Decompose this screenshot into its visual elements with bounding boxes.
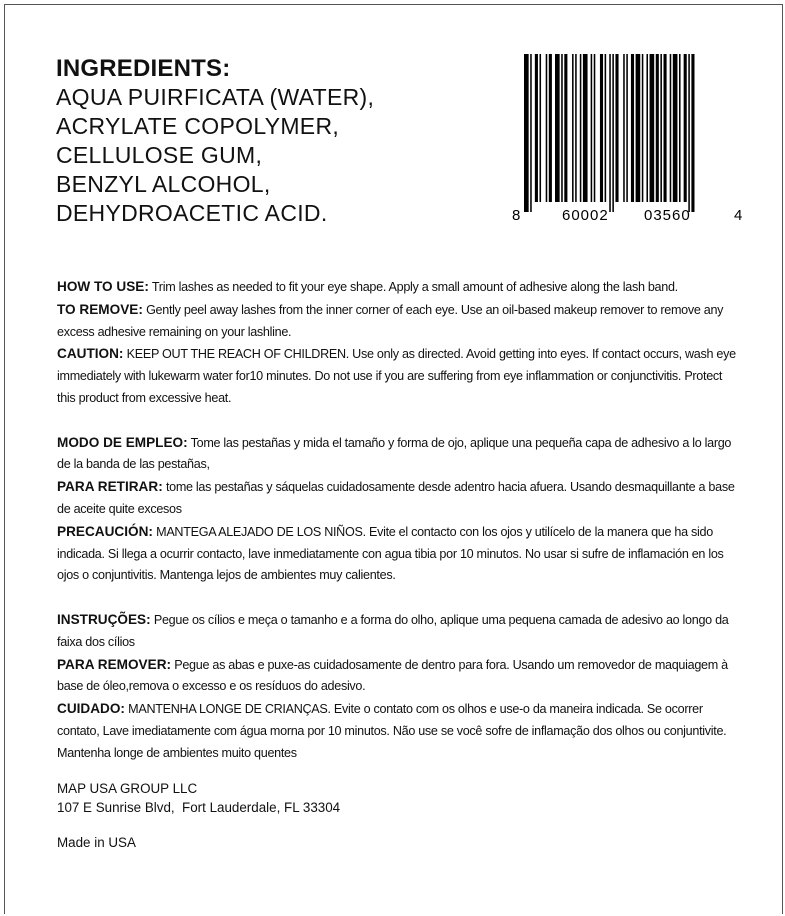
barcode-digit-left: 8 xyxy=(512,207,521,224)
barcode-bar xyxy=(650,54,655,202)
ingredient-line: ACRYLATE COPOLYMER, xyxy=(56,113,340,139)
para-remover-label: PARA REMOVER: xyxy=(57,656,172,672)
barcode-graphic xyxy=(510,54,750,229)
how-to-use-text: Trim lashes as needed to fit your eye shape. Apply a small amount of adhesive along the lash band. xyxy=(151,280,678,294)
ingredients-block xyxy=(56,54,496,228)
modo-de-empleo-label: MODO DE EMPLEO: xyxy=(57,434,188,450)
barcode-bar xyxy=(679,54,681,202)
barcode-bar xyxy=(524,54,529,212)
barcode-bar xyxy=(530,54,532,212)
instructions xyxy=(57,276,737,786)
instrucoes-paragraph xyxy=(57,609,737,654)
ingredient-line: CELLULOSE GUM, xyxy=(56,142,263,168)
barcode-bar xyxy=(564,54,567,202)
barcode-bar xyxy=(561,54,563,202)
barcode-bar xyxy=(546,54,548,202)
instructions-portuguese xyxy=(57,609,737,765)
precaucion-text: MANTEGA ALEJADO DE LOS NIÑOS. Evite el contacto con los ojos y utilícelo de la manera que ha sido indicada. Si llega a ocurrir contacto, lave inmediatamente con agua tibia por 10 minutos. No usar si sufre de inflamación en los ojos o conjuntivitis. Mantenga lejos de ambientes muy calientes. xyxy=(57,524,724,583)
precaucion-label: PRECAUCIÓN: xyxy=(57,523,153,539)
barcode-bar xyxy=(636,54,641,202)
barcode-bar xyxy=(612,54,614,212)
barcode-bar xyxy=(670,54,672,202)
barcode-bar xyxy=(575,54,577,202)
barcode-bar xyxy=(583,54,588,202)
para-remover-text: Pegue as abas e puxe-as cuidadosamente de dentro para fora. Usando um removedor de maquiagem à base de óleo,remova o excesso e os resíduos do adesivo. xyxy=(57,657,728,694)
company-address: 107 E Sunrise Blvd, Fort Lauderdale, FL 33304 xyxy=(57,800,341,815)
para-retirar-label: PARA RETIRAR: xyxy=(57,479,163,495)
barcode-bar xyxy=(688,54,690,212)
barcode-bar xyxy=(555,54,560,202)
caution-text: KEEP OUT THE REACH OF CHILDREN. Use only as directed. Avoid getting into eyes. If contact occurs, wash eye immediately with lukewarm water for10 minutes. Do not use if you are suffering from eye inflammation or conjunctivitis. Protect this product from excessive heat. xyxy=(57,347,736,405)
how-to-use-label: HOW TO USE: xyxy=(57,279,149,294)
barcode-bars xyxy=(524,54,695,212)
barcode-digit-right: 4 xyxy=(734,207,743,224)
para-retirar-text: tome las pestañas y sáquelas cuidadosamente desde adentro hacia afuera. Usando desmaquillante a base de aceite quite excesos xyxy=(57,480,735,516)
to-remove-paragraph xyxy=(57,299,737,344)
to-remove-label: TO REMOVE: xyxy=(57,301,143,317)
company-name: MAP USA GROUP LLC xyxy=(57,781,198,796)
barcode-bar xyxy=(642,54,644,202)
instructions-spanish xyxy=(57,432,737,588)
modo-de-empleo-text: Tome las pestañas y mida el tamaño y forma de ojo, aplique una pequeña capa de adhesivo a lo largo de la banda de las pestañas, xyxy=(57,435,732,472)
para-remover-paragraph xyxy=(57,654,737,699)
barcode-bar xyxy=(664,54,667,202)
caution-label: CAUTION: xyxy=(57,346,124,362)
barcode-bar xyxy=(535,54,538,202)
instrucoes-text: Pegue os cílios e meça o tamanho e a forma do olho, aplique uma pequena camada de adesivo ao longo da faixa dos cílios xyxy=(57,612,729,649)
barcode-bar xyxy=(540,54,542,202)
to-remove-text: Gently peel away lashes from the inner corner of each eye. Use an oil-based makeup remover to remove any excess adhesive remaining on your lashline. xyxy=(57,302,724,339)
barcode-bar xyxy=(615,54,618,202)
barcode-bar xyxy=(623,54,625,202)
barcode-bar xyxy=(549,54,552,202)
barcode-bar xyxy=(600,54,603,202)
made-in-label: Made in USA xyxy=(57,835,136,850)
barcode-bar xyxy=(673,54,678,202)
ingredient-line: AQUA PUIRFICATA (WATER), xyxy=(56,84,375,110)
manufacturer-info xyxy=(57,779,557,852)
barcode-bar xyxy=(605,54,607,202)
barcode-bar xyxy=(660,54,662,202)
barcode-bar xyxy=(691,54,694,212)
cuidado-label: CUIDADO: xyxy=(57,701,125,717)
cuidado-text: MANTENHA LONGE DE CRIANÇAS. Evite o contato com os olhos e use-o da maneira indicada. Se ocorrer contato, Lave imediatamente com água morna por 10 minutos. Não use se você sofre de inflamação dos olhos ou conjuntivite. Mantenha longe de ambientes muito quentes xyxy=(57,702,727,760)
barcode xyxy=(510,54,750,229)
how-to-use-paragraph xyxy=(57,276,737,299)
barcode-bar xyxy=(684,54,687,202)
barcode-bar xyxy=(656,54,659,202)
cuidado-paragraph xyxy=(57,698,737,764)
barcode-bar xyxy=(572,54,574,202)
ingredient-line: DEHYDROACETIC ACID. xyxy=(56,200,328,226)
barcode-bar xyxy=(594,54,596,202)
modo-de-empleo-paragraph xyxy=(57,432,737,477)
instrucoes-label: INSTRUÇÕES: xyxy=(57,611,151,627)
barcode-bar xyxy=(591,54,593,202)
barcode-bar xyxy=(580,54,582,202)
ingredients-title: INGREDIENTS: xyxy=(56,55,231,82)
barcode-group-2: 03560 xyxy=(644,207,691,224)
para-retirar-paragraph xyxy=(57,476,737,521)
barcode-bar xyxy=(646,54,648,202)
instructions-english xyxy=(57,276,737,410)
barcode-bar xyxy=(631,54,634,202)
barcode-group-1: 60002 xyxy=(562,207,609,224)
ingredient-line: BENZYL ALCOHOL, xyxy=(56,171,271,197)
caution-paragraph xyxy=(57,343,737,409)
precaucion-paragraph xyxy=(57,521,737,587)
barcode-bar xyxy=(609,54,611,212)
barcode-bar xyxy=(626,54,628,202)
